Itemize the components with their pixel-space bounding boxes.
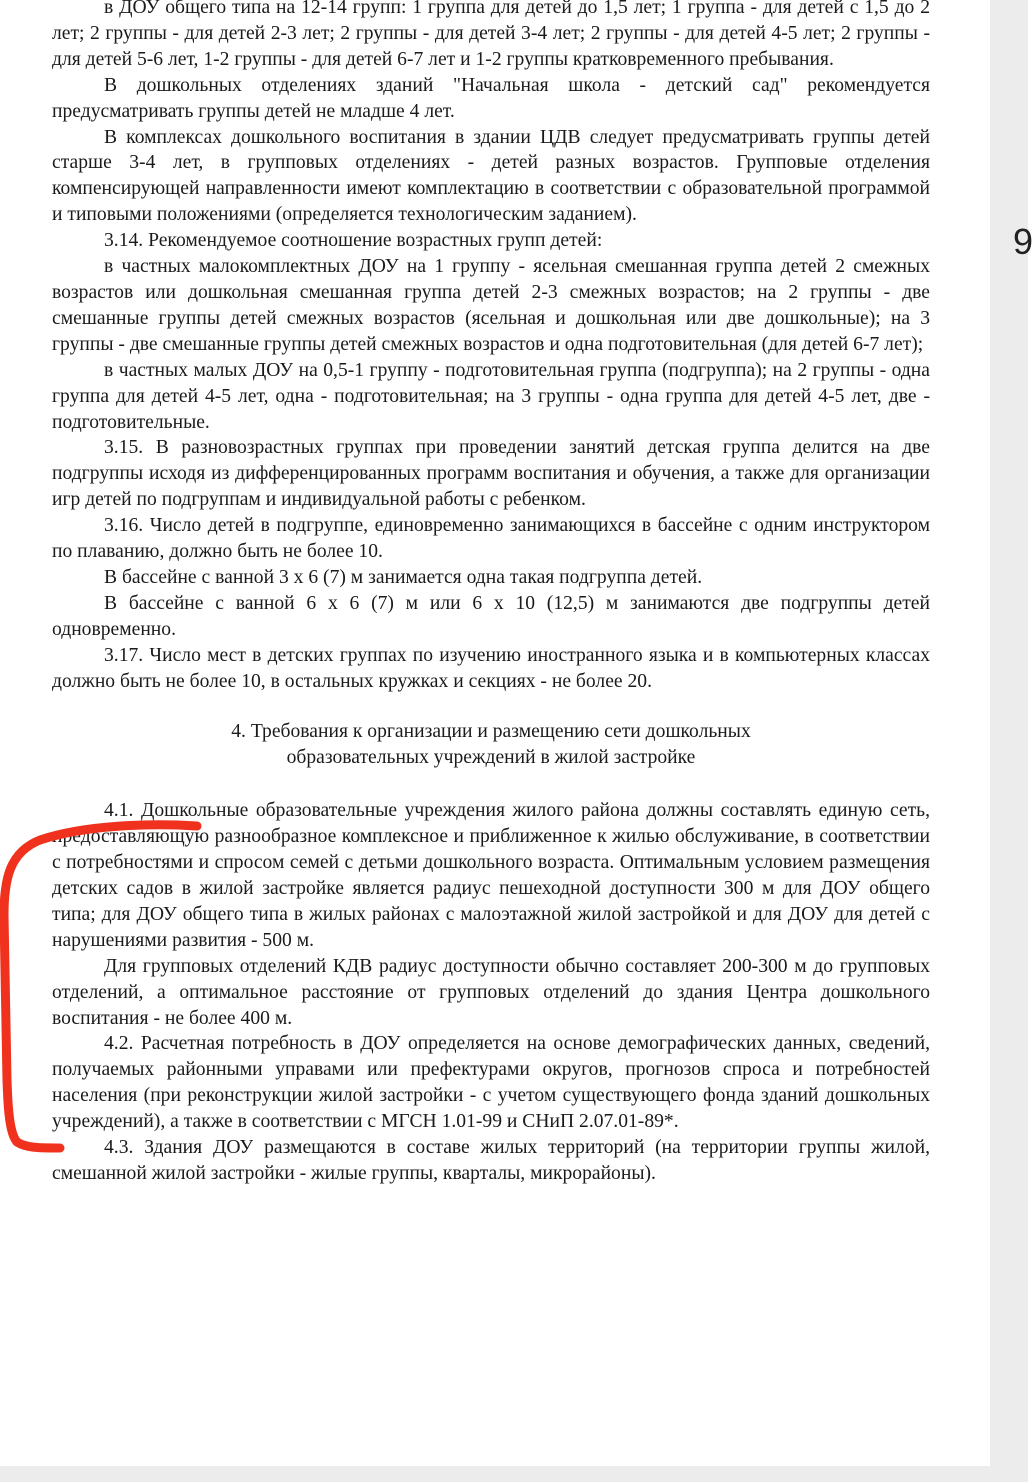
paragraph-school-kindergarten: В дошкольных отделениях зданий "Начальная школа - детский сад" рекомендуется предусматривать группы детей не младше 4 лет. bbox=[52, 74, 930, 122]
paragraph-4-3: 4.3. Здания ДОУ размещаются в составе жилых территорий (на территории группы жилой, смешанной жилой застройки - жилые группы, кварталы, микрорайоны). bbox=[52, 1137, 930, 1184]
section-4-heading-line-1: 4. Требования к организации и размещению сети дошкольных bbox=[231, 721, 751, 743]
paragraph-groups-12-14: в ДОУ общего типа на 12-14 групп: 1 группа для детей до 1,5 лет; 1 группа - для детей с 1,5 до 2 лет; 2 группы - для детей 2-3 лет; 2 группы - для детей 3-4 лет; 2 группы - для детей 4-5 лет; 2 группы - для детей 5-6 лет, 1-2 группы - для детей 6-7 лет и 1-2 группы кратковременного пребывания. bbox=[52, 0, 930, 70]
paragraph-3-15: 3.15. В разновозрастных группах при проведении занятий детская группа делится на две подгруппы исходя из дифференцированных программ воспитания и обучения, а также для организации игр детей по подгруппам и индивидуальной работы с ребенком. bbox=[52, 437, 930, 511]
paragraph-cdv-complexes: В комплексах дошкольного воспитания в здании ЦДВ следует предусматривать группы детей старше 3-4 лет, в групповых отделениях - детей разных возрастов. Групповые отделения компенсирующей направленности имеют комплектацию в соответствии с образовательной программой и типовыми положениями (определяется технологическим заданием). bbox=[52, 126, 930, 226]
document-text bbox=[52, 0, 930, 1187]
section-4-heading-line-2: образовательных учреждений в жилой застройке bbox=[286, 747, 696, 769]
paragraph-private-small-dou: в частных малых ДОУ на 0,5-1 группу - подготовительная группа (подгруппа); на 2 группы - одна группа для детей 4-5 лет, одна - подготовительная; на 3 группы - одна группа для детей 4-5 лет, две - подготовительные. bbox=[52, 359, 930, 433]
paragraph-3-14: 3.14. Рекомендуемое соотношение возрастных групп детей: bbox=[104, 230, 603, 252]
paragraph-pool-6x6: В бассейне с ванной 6 х 6 (7) м или 6 х 10 (12,5) м занимаются две подгруппы детей одновременно. bbox=[52, 592, 930, 640]
adjacent-page-number: 9 bbox=[1013, 221, 1033, 262]
paragraph-pool-3x6: В бассейне с ванной 3 х 6 (7) м занимается одна такая подгруппа детей. bbox=[104, 566, 703, 588]
page-gap-strip bbox=[0, 1466, 1028, 1482]
paragraph-4-2: 4.2. Расчетная потребность в ДОУ определяется на основе демографических данных, сведений, получаемых районными управами или префектурами округов, прогнозов спроса и потребностей населения (при реконструкции жилой застройки - с учетом существующего фонда зданий дошкольных учреждений), а также в соответствии с МГСН 1.01-99 и СНиП 2.07.01-89*. bbox=[52, 1033, 930, 1133]
section-4-heading bbox=[52, 719, 930, 771]
paragraph-small-private-dou: в частных малокомплектных ДОУ на 1 группу - ясельная смешанная группа детей 2 смежных возрастов или дошкольная смешанная группа детей 2-3 смежных возрастов; на 2 группы - две смешанные группы детей смежных возрастов (ясельная и дошкольная или две дошкольные); на 3 группы - две смешанные группы детей смежных возрастов и одна подготовительная (для детей 6-7 лет); bbox=[52, 256, 930, 355]
paragraph-4-1: 4.1. Дошкольные образовательные учреждения жилого района должны составлять единую сеть, предоставляющую разнообразное комплексное и приближенное к жилью обслуживание, в соответствии с потребностями и спросом семей с детьми дошкольного возраста. Оптимальным условием размещения детских садов в жилой застройке является радиус пешеходной доступности 300 м для ДОУ общего типа; для ДОУ общего типа в жилых районах с малоэтажной жилой застройкой и для ДОУ для детей с нарушениями развития - 500 м. bbox=[52, 800, 930, 951]
paragraph-3-16: 3.16. Число детей в подгруппе, единовременно занимающихся в бассейне с одним инструктором по плаванию, должно быть не более 10. bbox=[52, 515, 930, 563]
paragraph-3-17: 3.17. Число мест в детских группах по изучению иностранного языка и в компьютерных классах должно быть не более 10, в остальных кружках и секциях - не более 20. bbox=[52, 644, 930, 692]
paragraph-kdv-radius: Для групповых отделений КДВ радиус доступности обычно составляет 200-300 м до групповых отделений, а оптимальное расстояние от групповых отделений до здания Центра дошкольного воспитания - не более 400 м. bbox=[52, 955, 930, 1029]
